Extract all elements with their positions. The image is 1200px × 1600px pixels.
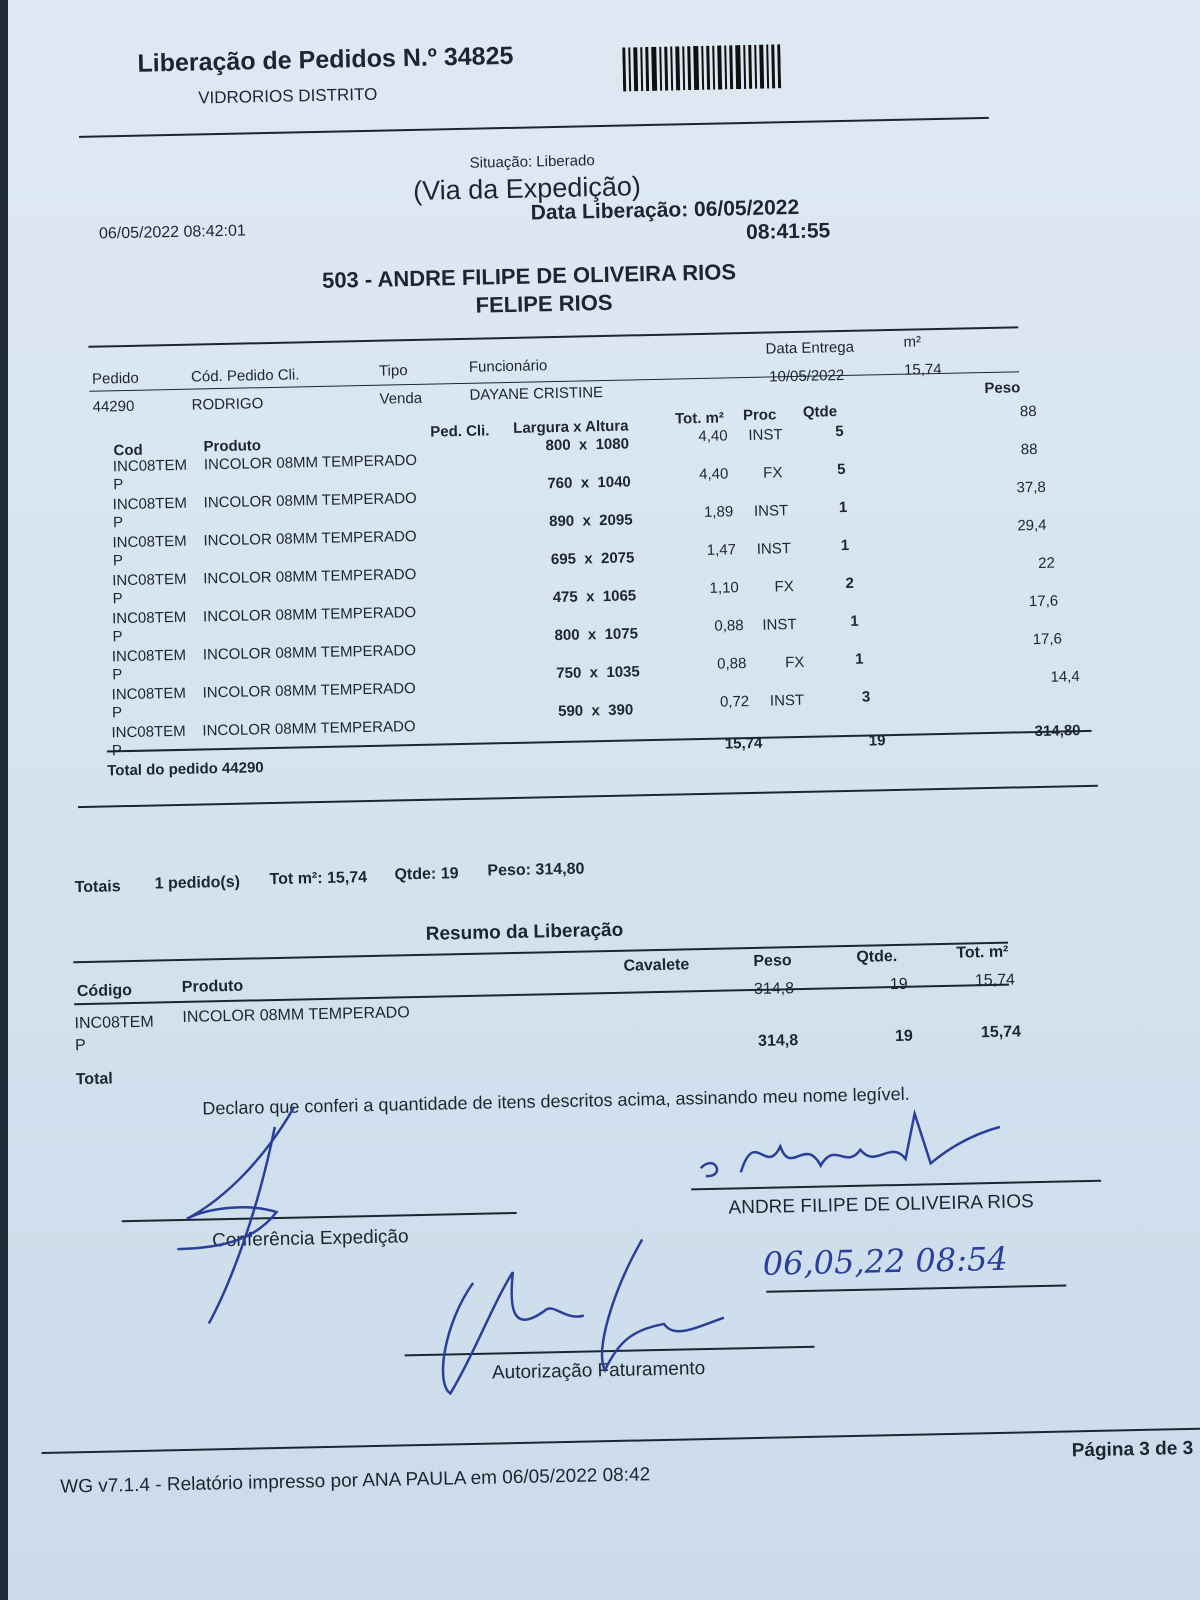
client-signature-name: ANDRE FILIPE DE OLIVEIRA RIOS (728, 1191, 1034, 1219)
item-product: INCOLOR 08MM TEMPERADO (202, 680, 416, 702)
item-peso: 88 (1020, 440, 1038, 459)
resumo-total-tot-m2: 15,74 (980, 1023, 1022, 1042)
item-dimensions: 760 x 1040 (547, 473, 631, 493)
conferencia-signature-scribble (164, 1095, 369, 1339)
item-peso: 29,4 (1017, 516, 1047, 535)
document-paper (8, 0, 1200, 1600)
handwritten-date: 06,05,22 08:54 (762, 1239, 1008, 1283)
m2-label: m² (903, 333, 922, 351)
item-tot-m2: 0,72 (719, 693, 750, 711)
declaration-text: Declaro que conferi a quantidade de itens descritos acima, assinando meu nome legível. (202, 1083, 910, 1119)
tipo-value: Venda (379, 389, 423, 408)
proc-column-header: Proc (742, 406, 777, 425)
item-code: INC08TEM P (112, 494, 188, 532)
item-product: INCOLOR 08MM TEMPERADO (203, 565, 417, 588)
item-code: INC08TEM P (112, 456, 188, 494)
cod-pedido-cli-value: RODRIGO (191, 395, 264, 414)
item-peso: 17,6 (1032, 630, 1063, 649)
item-peso: 37,8 (1016, 478, 1046, 497)
item-dimensions: 800 x 1080 (545, 435, 630, 455)
date-underline (766, 1285, 1066, 1293)
resumo-code: INC08TEM P (74, 1013, 154, 1055)
resumo-title: Resumo da Liberação (425, 919, 624, 945)
item-qtde: 2 (845, 574, 855, 592)
barcode-icon (622, 44, 781, 91)
ped-cli-column-header: Ped. Cli. (430, 422, 490, 441)
item-qtde: 5 (835, 422, 844, 441)
funcionario-label: Funcionário (468, 357, 548, 376)
report-title: Liberação de Pedidos N.º 34825 (137, 41, 514, 78)
tipo-label: Tipo (378, 362, 408, 380)
item-qtde: 1 (854, 650, 864, 668)
item-qtde: 1 (840, 536, 850, 555)
item-qtde: 1 (850, 612, 859, 630)
resumo-total-qtde: 19 (894, 1027, 913, 1046)
totals-pedidos: 1 pedido(s) (154, 873, 241, 893)
resumo-codigo-header: Código (76, 982, 133, 1001)
peso-label: Peso (984, 379, 1021, 398)
cod-pedido-cli-label: Cód. Pedido Cli. (190, 366, 300, 386)
item-product: INCOLOR 08MM TEMPERADO (203, 489, 417, 512)
item-dimensions: 695 x 2075 (550, 549, 635, 569)
item-product: INCOLOR 08MM TEMPERADO (203, 527, 417, 550)
item-proc: FX (774, 578, 794, 596)
item-product: INCOLOR 08MM TEMPERADO (202, 641, 417, 664)
order-total-qtde: 19 (868, 732, 886, 750)
item-dimensions: 750 x 1035 (556, 663, 640, 683)
item-proc: FX (784, 653, 805, 672)
item-tot-m2: 1,47 (706, 541, 737, 559)
client-name: 503 - ANDRE FILIPE DE OLIVEIRA RIOS (321, 259, 737, 293)
totals-peso: Peso: 314,80 (487, 860, 585, 880)
resumo-cavalete-header: Cavalete (623, 956, 690, 975)
item-tot-m2: 4,40 (699, 465, 729, 484)
item-proc: INST (753, 502, 789, 520)
resumo-tot-m2-header: Tot. m² (956, 943, 1009, 962)
item-code: INC08TEM P (112, 570, 187, 608)
conferencia-label: Conferência Expedição (211, 1226, 409, 1252)
item-product: INCOLOR 08MM TEMPERADO (202, 603, 417, 626)
funcionario-value: DAYANE CRISTINE (469, 384, 604, 404)
tot-m2-column-header: Tot. m² (674, 409, 725, 428)
item-proc: INST (762, 616, 797, 634)
resumo-tot-m2: 15,74 (974, 971, 1016, 990)
data-entrega-value: 10/05/2022 (768, 366, 845, 386)
item-peso: 17,6 (1028, 592, 1059, 611)
qtde-column-header: Qtde (802, 403, 838, 421)
item-dimensions: 890 x 2095 (548, 511, 633, 531)
resumo-produto-header: Produto (181, 977, 244, 996)
item-dimensions: 800 x 1075 (554, 625, 639, 645)
item-proc: FX (763, 464, 783, 482)
item-code: INC08TEM P (111, 646, 187, 684)
item-qtde: 1 (838, 498, 848, 517)
header-divider (79, 117, 989, 138)
pedido-label: Pedido (91, 369, 139, 388)
status-text: Situação: Liberado (469, 152, 595, 172)
resumo-total-label: Total (75, 1070, 113, 1089)
page-number: Página 3 de 3 (1071, 1437, 1194, 1462)
resumo-qtde: 19 (889, 975, 908, 994)
item-tot-m2: 0,88 (717, 655, 747, 673)
data-entrega-label: Data Entrega (765, 338, 855, 358)
autorizacao-label: Autorização Faturamento (491, 1358, 706, 1384)
item-peso: 14,4 (1050, 668, 1080, 686)
item-dimensions: 475 x 1065 (552, 587, 637, 607)
item-qtde: 3 (861, 688, 871, 706)
item-product: INCOLOR 08MM TEMPERADO (203, 451, 418, 474)
item-product: INCOLOR 08MM TEMPERADO (202, 718, 416, 740)
item-proc: INST (748, 426, 783, 444)
item-tot-m2: 0,88 (714, 617, 744, 635)
company-name: VIDRORIOS DISTRITO (198, 84, 378, 108)
via-label: (Via da Expedição) (412, 171, 642, 206)
footer-divider (42, 1428, 1200, 1455)
report-sheet (8, 0, 1200, 1600)
item-qtde: 5 (836, 460, 846, 479)
item-tot-m2: 1,89 (703, 503, 734, 521)
item-peso: 88 (1019, 402, 1037, 421)
item-proc: INST (769, 691, 805, 710)
order-header-top-line (88, 326, 1018, 347)
autorizacao-signature-scribble (432, 1227, 735, 1403)
resumo-peso-header: Peso (753, 952, 792, 970)
client-signature-scribble (694, 1102, 1006, 1188)
resumo-peso: 314,8 (753, 980, 795, 998)
item-code: INC08TEM P (111, 684, 187, 722)
m2-value: 15,74 (903, 360, 942, 379)
totals-m2: Tot m²: 15,74 (269, 869, 368, 889)
release-time: 08:41:55 (745, 219, 831, 244)
resumo-qtde-header: Qtde. (856, 947, 898, 966)
order-total-label: Total do pedido 44290 (107, 759, 264, 780)
item-tot-m2: 1,10 (709, 579, 739, 597)
resumo-total-peso: 314,8 (757, 1032, 799, 1050)
release-date: Data Liberação: 06/05/2022 (530, 195, 800, 225)
item-peso: 22 (1037, 554, 1056, 572)
produto-column-header: Produto (203, 437, 262, 456)
totals-qtde: Qtde: 19 (394, 865, 459, 884)
order-total-peso: 314,80 (1034, 722, 1081, 741)
resumo-product: INCOLOR 08MM TEMPERADO (182, 1004, 410, 1026)
item-code: INC08TEM (111, 722, 186, 742)
item-tot-m2: 4,40 (698, 427, 728, 446)
cod-column-header: Cod (113, 441, 143, 460)
client-nickname: FELIPE RIOS (475, 289, 613, 318)
item-code: INC08TEM P (111, 608, 187, 646)
pedido-value: 44290 (92, 397, 135, 416)
dimensions-column-header: Largura x Altura (513, 417, 629, 437)
item-dimensions: 590 x 390 (557, 701, 634, 721)
printed-by: WG v7.1.4 - Relatório impresso por ANA PAULA em 06/05/2022 08:42 (60, 1464, 651, 1498)
print-datetime: 06/05/2022 08:42:01 (98, 222, 246, 243)
item-code: INC08TEM P (112, 532, 187, 570)
item-proc: INST (756, 540, 792, 558)
section-divider (78, 785, 1098, 808)
order-total-m2: 15,74 (724, 734, 763, 753)
totals-label: Totais (74, 878, 121, 897)
